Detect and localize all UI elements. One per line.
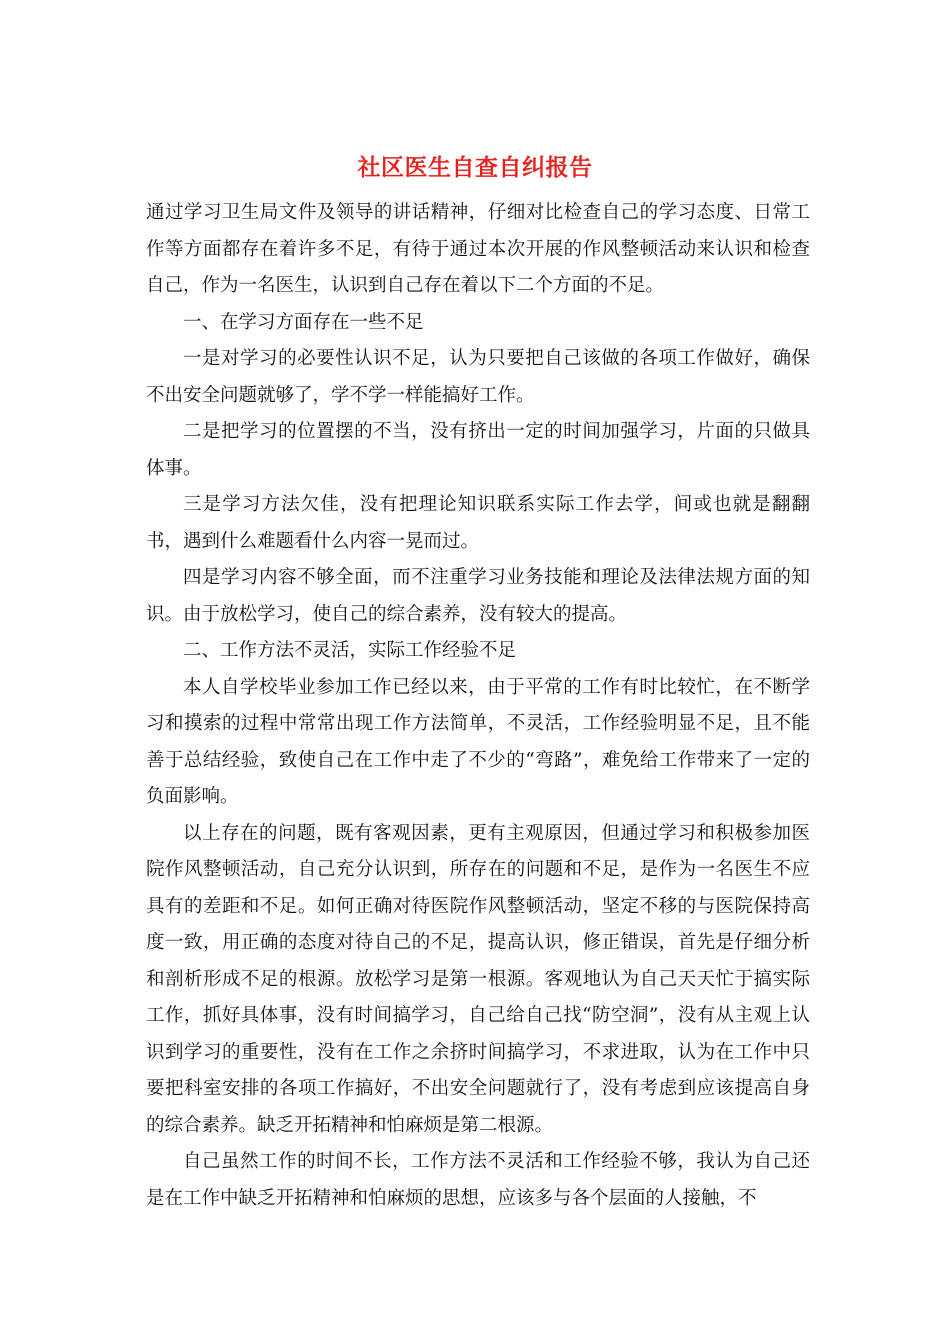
paragraph-item-3: 三是学习方法欠佳，没有把理论知识联系实际工作去学，间或也就是翻翻书，遇到什么难题看什么内容一晃而过。	[146, 494, 810, 552]
section-heading-2: 二、工作方法不灵活，实际工作经验不足	[183, 640, 517, 661]
document-title: 社区医生自查自纠报告	[357, 154, 593, 181]
paragraph-conclusion: 自己虽然工作的时间不长，工作方法不灵活和工作经验不够，我认为自己还是在工作中缺乏开拓精神和怕麻烦的思想，应该多与各个层面的人接触，不	[146, 1151, 810, 1209]
paragraph-analysis: 以上存在的问题，既有客观因素，更有主观原因，但通过学习和积极参加医院作风整顿活动，自己充分认识到，所存在的问题和不足，是作为一名医生不应具有的差距和不足。如何正确对待医院作风整顿活动，坚定不移的与医院保持高度一致，用正确的态度对待自己的不足，提高认识，修正错误，首先是仔细分析和剖析形成不足的根源。放松学习是第一根源。客观地认为自己天天忙于搞实际工作，抓好具体事，没有时间搞学习，自己给自己找“防空洞”，没有从主观上认识到学习的重要性，没有在工作之余挤时间搞学习，不求进取，认为在工作中只要把科室安排的各项工作搞好，不出安全问题就行了，没有考虑到应该提高自身的综合素养。缺乏开拓精神和怕麻烦是第二根源。	[146, 822, 810, 1136]
paragraph-item-4: 四是学习内容不够全面，而不注重学习业务技能和理论及法律法规方面的知识。由于放松学习，使自己的综合素养，没有较大的提高。	[146, 567, 810, 625]
paragraph-item-1: 一是对学习的必要性认识不足，认为只要把自己该做的各项工作做好，确保不出安全问题就够了，学不学一样能搞好工作。	[146, 348, 810, 406]
paragraph-experience: 本人自学校毕业参加工作已经以来，由于平常的工作有时比较忙，在不断学习和摸索的过程中常常出现工作方法简单，不灵活，工作经验明显不足，且不能善于总结经验，致使自己在工作中走了不少的“弯路”，难免给工作带来了一定的负面影响。	[146, 676, 810, 807]
paragraph-item-2: 二是把学习的位置摆的不当，没有挤出一定的时间加强学习，片面的只做具体事。	[146, 421, 810, 479]
paragraph-intro: 通过学习卫生局文件及领导的讲话精神，仔细对比检查自己的学习态度、日常工作等方面都存在着许多不足，有待于通过本次开展的作风整顿活动来认识和检查自己，作为一名医生，认识到自己存在着以下二个方面的不足。	[146, 202, 810, 296]
document-body	[146, 195, 810, 1217]
section-heading-1: 一、在学习方面存在一些不足	[183, 311, 424, 333]
